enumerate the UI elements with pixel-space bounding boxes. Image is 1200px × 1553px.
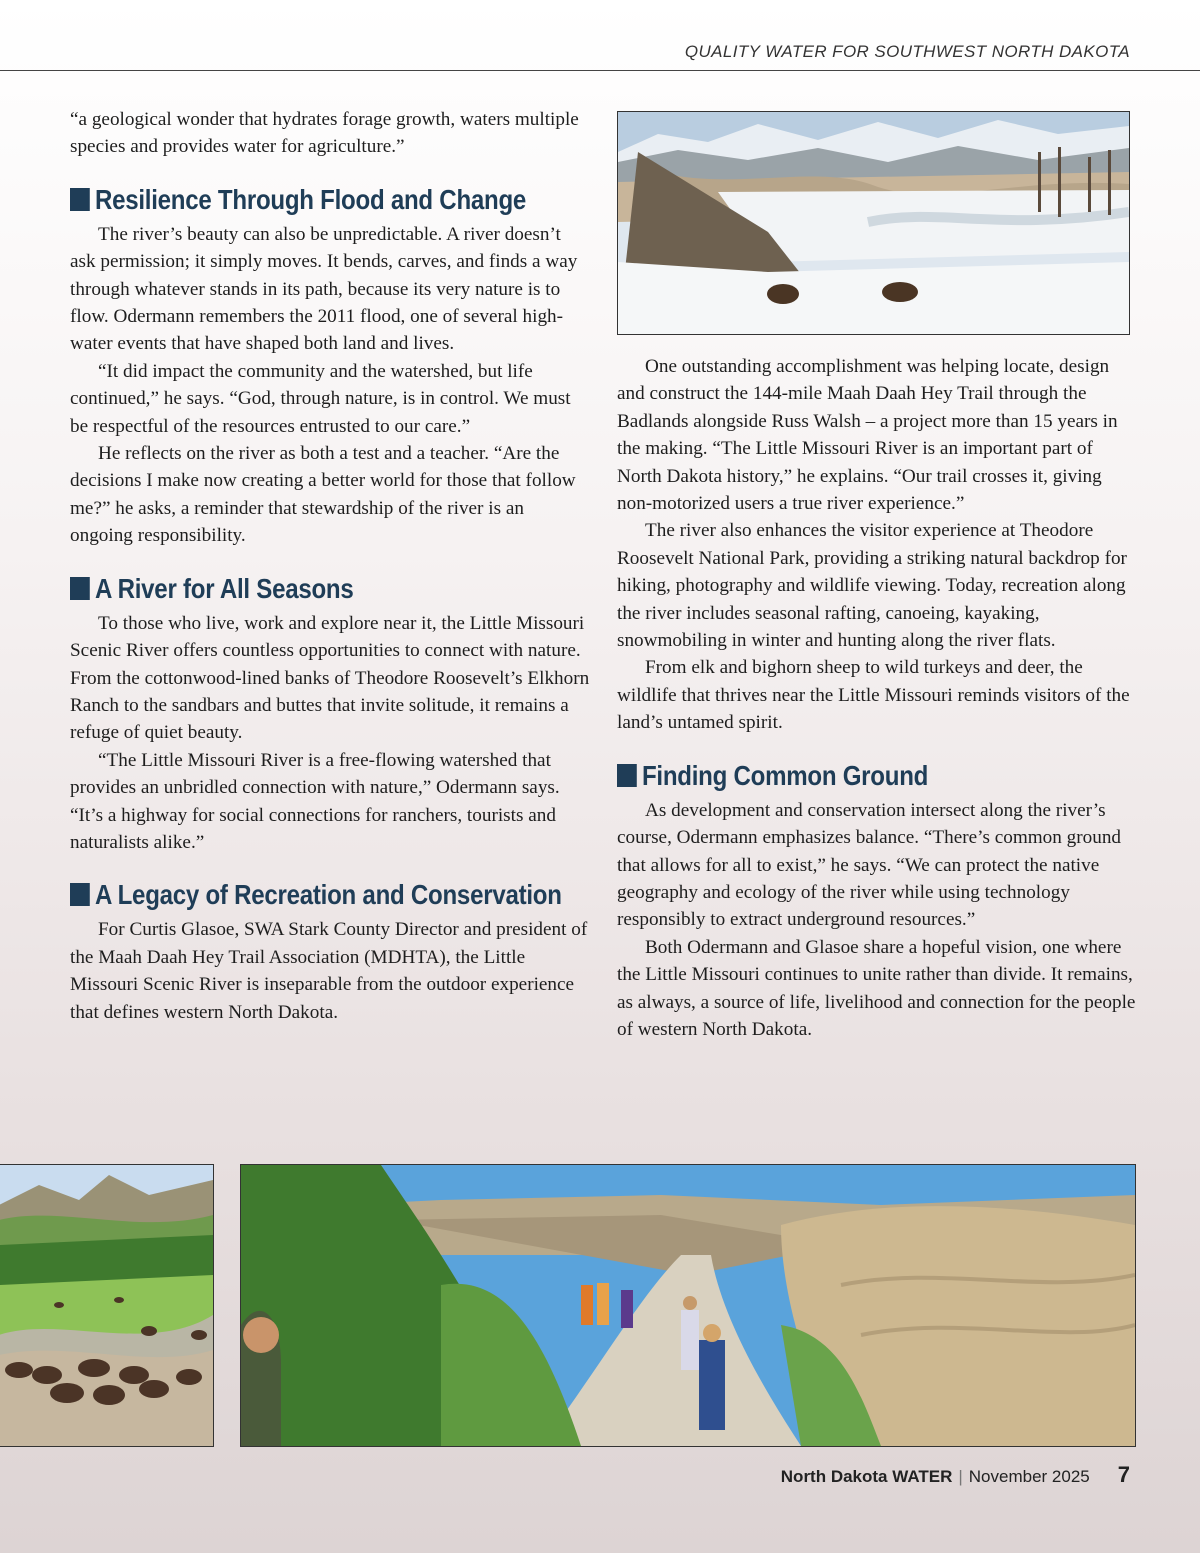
right-column xyxy=(617,353,1137,1043)
paragraph: He reflects on the river as both a test and a teacher. “Are the decisions I make now creating a better world for those that follow me?” he asks, a reminder that stewardship of the river is an ongoing responsibility. xyxy=(70,443,576,547)
photo-hikers-trail xyxy=(240,1164,1136,1447)
paragraph: “It did impact the community and the watershed, but life continued,” he says. “God, through nature, is in control. We must be respectful of the resources entrusted to our care.” xyxy=(70,360,571,437)
left-column xyxy=(70,106,590,1026)
intro-paragraph: “a geological wonder that hydrates forage growth, waters multiple species and provides water for agriculture.” xyxy=(70,109,579,158)
paragraph: For Curtis Glasoe, SWA Stark County Director and president of the Maah Daah Hey Trail Association (MDHTA), the Little Missouri Scenic River is inseparable from the outdoor experience that defines western North Dakota. xyxy=(70,919,588,1023)
paragraph: The river’s beauty can also be unpredictable. A river doesn’t ask permission; it simply moves. It bends, carves, and finds a way through whatever stands in its path, because its very nature is to flow. Odermann remembers the 2011 flood, one of several high-water events that have shaped both land and lives. xyxy=(70,223,578,355)
photo-bison-herd-river xyxy=(0,1164,214,1447)
heading-square-icon xyxy=(70,188,90,211)
footer-separator: | xyxy=(958,1467,963,1486)
section-heading-resilience: Resilience Through Flood and Change xyxy=(70,181,517,219)
section-heading-seasons: A River for All Seasons xyxy=(70,570,517,608)
running-title: QUALITY WATER FOR SOUTHWEST NORTH DAKOTA xyxy=(684,42,1130,61)
paragraph: The river also enhances the visitor experience at Theodore Roosevelt National Park, providing a striking natural backdrop for hiking, photography and wildlife viewing. Today, recreation along the river includes seasonal rafting, canoeing, kayaking, snowmobiling in winter and hunting along the river flats. xyxy=(617,520,1127,652)
page-header xyxy=(0,38,1200,71)
issue-date: November 2025 xyxy=(968,1467,1090,1486)
heading-square-icon xyxy=(70,577,90,600)
heading-square-icon xyxy=(617,764,637,787)
paragraph: Both Odermann and Glasoe share a hopeful vision, one where the Little Missouri continues to unite rather than divide. It remains, as always, a source of life, livelihood and connection for the people of western North Dakota. xyxy=(617,936,1136,1040)
paragraph: To those who live, work and explore near it, the Little Missouri Scenic River offers countless opportunities to connect with nature. From the cottonwood-lined banks of Theodore Roosevelt’s Elkhorn Ranch to the sandbars and buttes that invite solitude, it remains a refuge of quiet beauty. xyxy=(70,612,590,744)
photo-winter-bison xyxy=(617,111,1130,335)
paragraph: From elk and bighorn sheep to wild turkeys and deer, the wildlife that thrives near the Little Missouri reminds visitors of the land’s untamed spirit. xyxy=(617,657,1130,734)
heading-square-icon xyxy=(70,883,90,906)
paragraph: As development and conservation intersect along the river’s course, Odermann emphasizes balance. “There’s common ground that allows for all to exist,” he says. “We can protect the native geography and ecology of the river while using technology responsibly to extract underground resources.” xyxy=(617,799,1122,931)
paragraph: One outstanding accomplishment was helping locate, design and construct the 144-mile Maah Daah Hey Trail through the Badlands alongside Russ Walsh – a project more than 15 years in the making. “The Little Missouri River is an important part of North Dakota history,” he explains. “Our trail crosses it, giving non-motorized users a true river experience.” xyxy=(617,356,1118,515)
paragraph: “The Little Missouri River is a free-flowing watershed that provides an unbridled connection with nature,” Odermann says. “It’s a highway for social connections for ranchers, tourists and naturalists alike.” xyxy=(70,749,560,853)
page-footer xyxy=(781,1462,1130,1488)
section-heading-legacy: A Legacy of Recreation and Conservation xyxy=(70,876,517,914)
publication-name: North Dakota WATER xyxy=(780,1467,953,1486)
page-number: 7 xyxy=(1117,1462,1130,1487)
section-heading-common-ground: Finding Common Ground xyxy=(617,757,1064,795)
